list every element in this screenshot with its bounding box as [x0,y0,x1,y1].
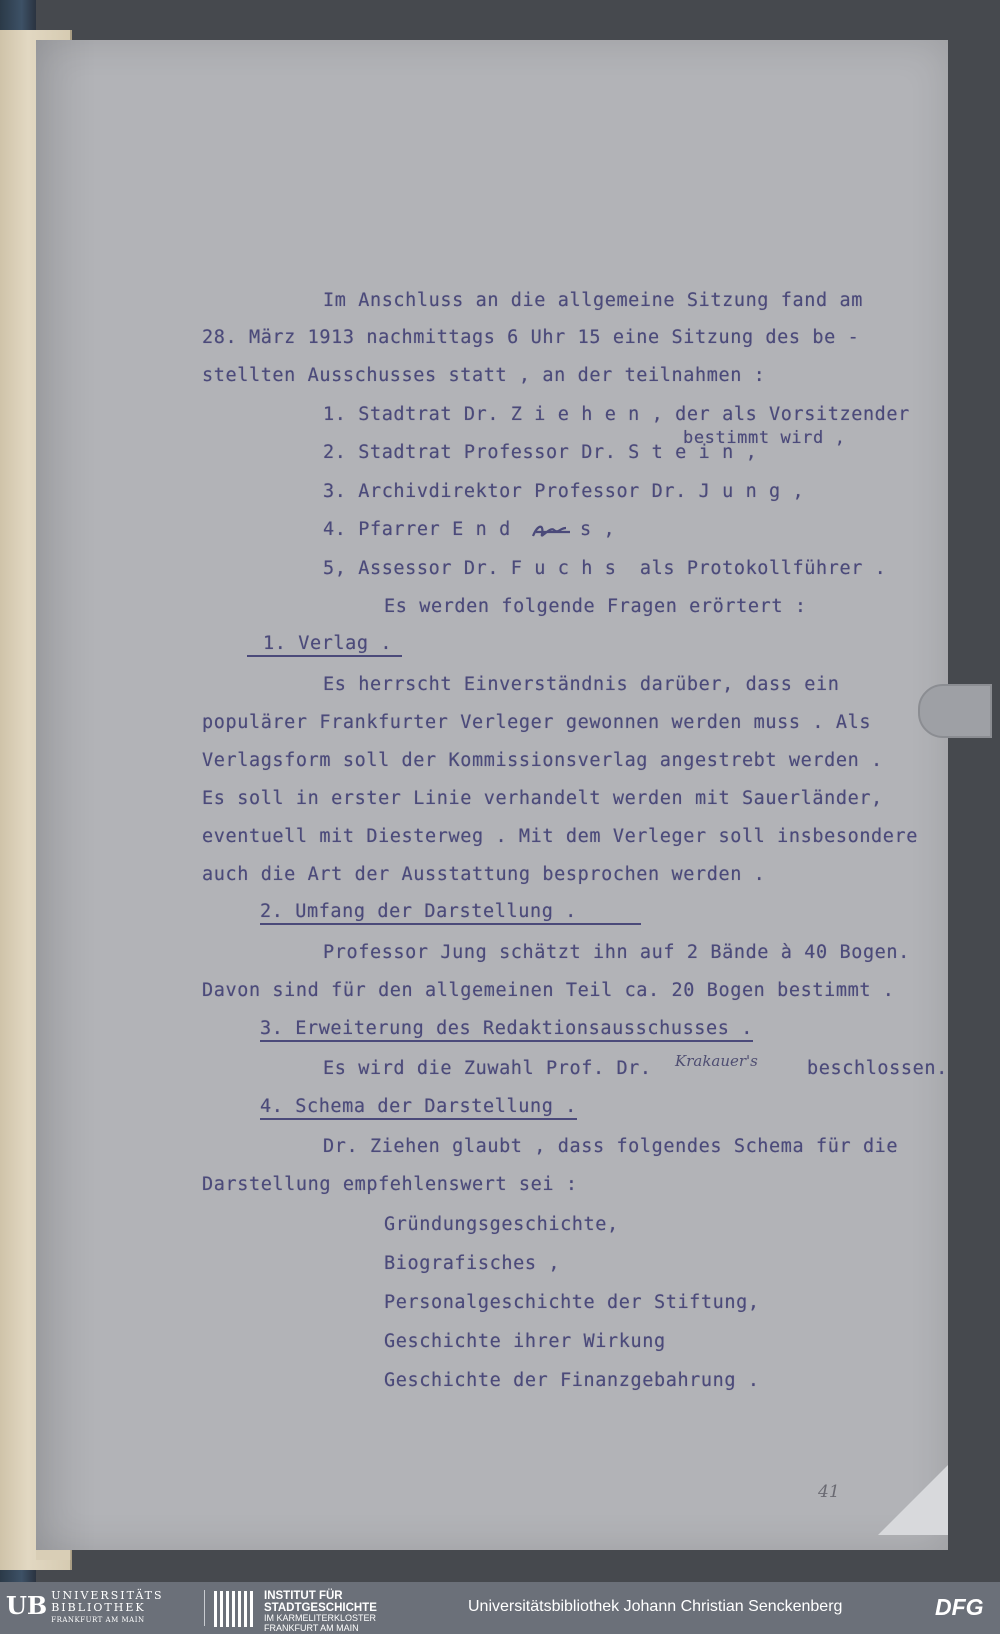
s4-line-2: Darstellung empfehlenswert sei : [202,1174,578,1195]
section-1-heading: 1. Verlag . [247,635,402,657]
intro-line-2: 28. März 1913 nachmittags 6 Uhr 15 eine Sitzung des be - [202,327,860,348]
attendee-4: 4. Pfarrer E n d [323,519,511,540]
attendee-5: 5, Assessor Dr. F u c h s als Protokollführer . [323,558,887,579]
folder-tab [918,684,992,738]
handwritten-name: Krakauer's [675,1052,758,1070]
schema-item-1: Gründungsgeschichte, [384,1214,619,1235]
schema-item-5: Geschichte der Finanzgebahrung . [384,1370,760,1391]
attendee-2: 2. Stadtrat Professor Dr. S t e i n , [323,442,758,463]
attendee-1: 1. Stadtrat Dr. Z i e h e n , der als Vorsitzender [323,404,910,425]
intro-line-1: Im Anschluss an die allgemeine Sitzung fand am [323,290,863,311]
page-number: 41 [818,1482,840,1502]
isg-line-2: STADTGESCHICHTE [264,1602,377,1615]
schema-item-2: Biografisches , [384,1253,561,1274]
s1-line-4: Es soll in erster Linie verhandelt werden mit Sauerländer, [202,788,883,809]
schema-item-3: Personalgeschichte der Stiftung, [384,1292,760,1313]
s3-line-1-end: beschlossen. [807,1058,948,1079]
page-shadow [36,40,96,1550]
s2-line-2: Davon sind für den allgemeinen Teil ca. 20 Bogen bestimmt . [202,980,895,1001]
ub-logo-text: UNIVERSITÄTS BIBLIOTHEK FRANKFURT AM MAIN [51,1589,164,1625]
s1-line-6: auch die Art der Ausstattung besprochen werden . [202,864,766,885]
isg-logo-columns-icon [214,1591,254,1627]
handwritten-correction [530,520,574,542]
intro-line-3: stellten Ausschusses statt , an der teilnahmen : [202,365,766,386]
s1-line-2: populärer Frankfurter Verleger gewonnen werden muss . Als [202,712,872,733]
s1-line-5: eventuell mit Diesterweg . Mit dem Verleger soll insbesondere [202,826,919,847]
ub-logo[interactable] [6,1590,164,1625]
isg-line-1: INSTITUT FÜR [264,1590,343,1602]
isg-line-3: IM KARMELITERKLOSTER [264,1613,377,1624]
s3-line-1: Es wird die Zuwahl Prof. Dr. [323,1058,652,1079]
section-3-heading: 3. Erweiterung des Redaktionsausschusses . [260,1020,753,1042]
dfg-logo[interactable]: DFG [935,1594,984,1620]
isg-line-4: FRANKFURT AM MAIN [264,1622,359,1633]
attendee-3: 3. Archivdirektor Professor Dr. J u n g , [323,481,805,502]
footer-divider [204,1590,205,1626]
footer-institution-text: Universitätsbibliothek Johann Christian Senckenberg [468,1598,843,1615]
section-2-heading: 2. Umfang der Darstellung . [260,903,641,925]
s2-line-1: Professor Jung schätzt ihn auf 2 Bände à 40 Bogen. [323,942,910,963]
section-4-heading: 4. Schema der Darstellung . [260,1098,577,1120]
viewer-footer [0,1582,1000,1634]
s1-line-3: Verlagsform soll der Kommissionsverlag angestrebt werden . [202,750,883,771]
isg-logo[interactable] [264,1590,377,1633]
attendee-4-end: s , [580,519,616,540]
s1-line-1: Es herrscht Einverständnis darüber, dass ein [323,674,840,695]
schema-item-4: Geschichte ihrer Wirkung [384,1331,666,1352]
s4-line-1: Dr. Ziehen glaubt , dass folgendes Schema für die [323,1136,899,1157]
attendee-1-cont: bestimmt wird , [683,428,846,448]
fragen-line: Es werden folgende Fragen erörtert : [384,596,807,617]
ub-logo-mark: UB [6,1590,48,1620]
